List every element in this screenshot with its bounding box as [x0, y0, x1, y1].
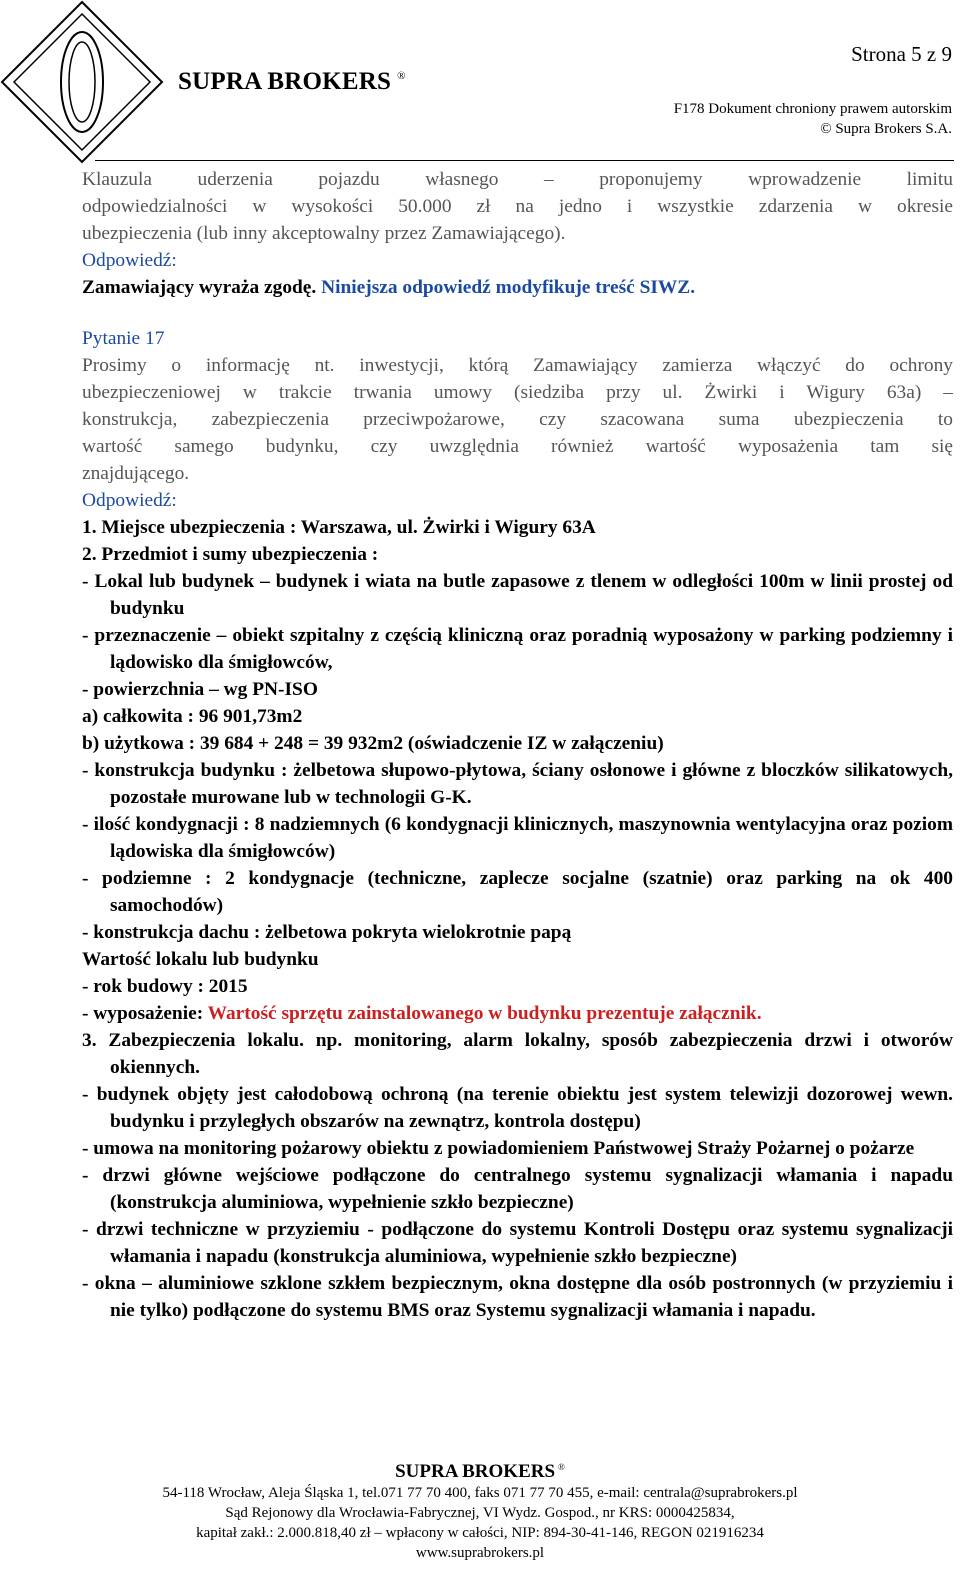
- header-brand-name: SUPRA BROKERS: [178, 68, 392, 95]
- answer-equipment-note: Wartość sprzętu zainstalowanego w budynku prezentuje załącznik.: [207, 1003, 762, 1024]
- question-title: Pytanie 17: [82, 328, 165, 349]
- answer-building: - Lokal lub budynek – budynek i wiata na butle zapasowe z tlenem w odległości 100m w linii prostej od budynku: [82, 571, 953, 619]
- prev-answer-consent: Zamawiający wyraża zgodę.: [82, 277, 317, 298]
- question-line-1: Prosimy o informację nt. inwestycji, którą Zamawiający zamierza włączyć do ochrony: [82, 355, 953, 376]
- page-content: [82, 166, 953, 1324]
- answer-roof: - konstrukcja dachu : żelbetowa pokryta wielokrotnie papą: [82, 922, 572, 943]
- prev-question-line-2: odpowiedzialności w wysokości 50.000 zł na jedno i wszystkie zdarzenia w okresie: [82, 196, 953, 217]
- question-line-3: konstrukcja, zabezpieczenia przeciwpożarowe, czy szacowana suma ubezpieczenia to: [82, 409, 953, 430]
- company-logo: [0, 0, 165, 165]
- prev-answer-label: Odpowiedź:: [82, 250, 177, 271]
- answer-security-heading: 3. Zabezpieczenia lokalu. np. monitoring, alarm lokalny, sposób zabezpieczenia drzwi i otworów okiennych.: [82, 1030, 953, 1078]
- prev-question-line-3: ubezpieczenia (lub inny akceptowalny przez Zamawiającego).: [82, 223, 566, 244]
- page-number: Strona 5 z 9: [851, 42, 952, 66]
- prev-question-line-1: Klauzula uderzenia pojazdu własnego – proponujemy wprowadzenie limitu: [82, 169, 953, 190]
- question-line-2: ubezpieczeniowej w trakcie trwania umowy (siedziba przy ul. Żwirki i Wigury 63a) –: [82, 382, 953, 403]
- answer-area: - powierzchnia – wg PN-ISO: [82, 679, 318, 700]
- footer-court: Sąd Rejonowy dla Wrocławia-Fabrycznej, VI Wydz. Gospod., nr KRS: 0000425834,: [225, 1505, 735, 1521]
- answer-security-guard: - budynek objęty jest całodobową ochroną (na terenie obiektu jest system telewizji dozorowej wewn. budynku i przyległych obszarów na zewnątrz, kontrola dostępu): [82, 1084, 953, 1132]
- answer-underground: - podziemne : 2 kondygnacje (techniczne, zaplecze socjalne (szatnie) oraz parking na ok 400 samochodów): [82, 868, 953, 916]
- footer-website[interactable]: www.suprabrokers.pl: [415, 1545, 545, 1561]
- footer-address: 54-118 Wrocław, Aleja Śląska 1, tel.071 77 70 400, faks 071 77 70 455, e-mail: centrala@suprabrokers.pl: [162, 1485, 798, 1501]
- answer-area-usable: b) użytkowa : 39 684 + 248 = 39 932m2 (oświadczenie IZ w załączeniu): [82, 733, 664, 754]
- answer-purpose: - przeznaczenie – obiekt szpitalny z częścią kliniczną oraz poradnią wyposażony w parking podziemny i lądowisko dla śmigłowców,: [82, 625, 953, 673]
- footer-brand-name: SUPRA BROKERS: [395, 1461, 556, 1482]
- answer-security-fire: - umowa na monitoring pożarowy obiektu z powiadomieniem Państwowej Straży Pożarnej o pożarze: [82, 1138, 915, 1159]
- footer-brand-reg: ®: [558, 1462, 565, 1472]
- answer-equipment-label: - wyposażenie:: [82, 1003, 208, 1024]
- question-line-4: wartość samego budynku, czy uwzględnia również wartość wyposażenia tam się: [82, 436, 953, 457]
- footer-capital: kapitał zakł.: 2.000.818,40 zł – wpłacony w całości, NIP: 894-30-41-146, REGON 021916234: [196, 1525, 764, 1541]
- prev-answer-modification: Niniejsza odpowiedź modyfikuje treść SIWZ.: [316, 277, 696, 298]
- copyright-notice: © Supra Brokers S.A.: [820, 121, 952, 137]
- answer-area-total: a) całkowita : 96 901,73m2: [82, 706, 303, 727]
- header-divider: [95, 160, 954, 161]
- prev-answer-text: [82, 274, 953, 301]
- answer-security-main-door: - drzwi główne wejściowe podłączone do centralnego systemu sygnalizacji włamania i napadu (konstrukcja aluminiowa, wypełnienie szkło bezpieczne): [82, 1165, 953, 1213]
- answer-construction: - konstrukcja budynku : żelbetowa słupowo-płytowa, ściany osłonowe i główne z bloczków silikatowych, pozostałe murowane lub w technologii G-K.: [82, 760, 953, 808]
- answer-security-windows: - okna – aluminiowe szklone szkłem bezpiecznym, okna dostępne dla osób postronnych (w przyziemiu i nie tylko) podłączone do systemu BMS oraz Systemu sygnalizacji włamania i napadu.: [82, 1273, 953, 1321]
- header-brand: [178, 68, 406, 96]
- answer-floors: - ilość kondygnacji : 8 nadziemnych (6 kondygnacji klinicznych, maszynownia wentylacyjna oraz poziom lądowiska dla śmigłowców): [82, 814, 953, 862]
- spacer: [82, 301, 953, 325]
- answer-subject-heading: 2. Przedmiot i sumy ubezpieczenia :: [82, 544, 379, 565]
- answer-label: Odpowiedź:: [82, 490, 177, 511]
- question-line-5: znajdującego.: [82, 463, 190, 484]
- answer-location: 1. Miejsce ubezpieczenia : Warszawa, ul. Żwirki i Wigury 63A: [82, 517, 596, 538]
- document-notice: F178 Dokument chroniony prawem autorskim: [673, 101, 952, 117]
- answer-security-tech-door: - drzwi techniczne w przyziemiu - podłączone do systemu Kontroli Dostępu oraz systemu sygnalizacji włamania i napadu (konstrukcja aluminiowa, wypełnienie szkło bezpieczne): [82, 1219, 953, 1267]
- footer-brand: [0, 1461, 960, 1483]
- answer-value-heading: Wartość lokalu lub budynku: [82, 949, 319, 970]
- answer-year-built: - rok budowy : 2015: [82, 976, 248, 997]
- header-brand-reg: ®: [397, 70, 406, 82]
- answer-equipment: [82, 1000, 953, 1027]
